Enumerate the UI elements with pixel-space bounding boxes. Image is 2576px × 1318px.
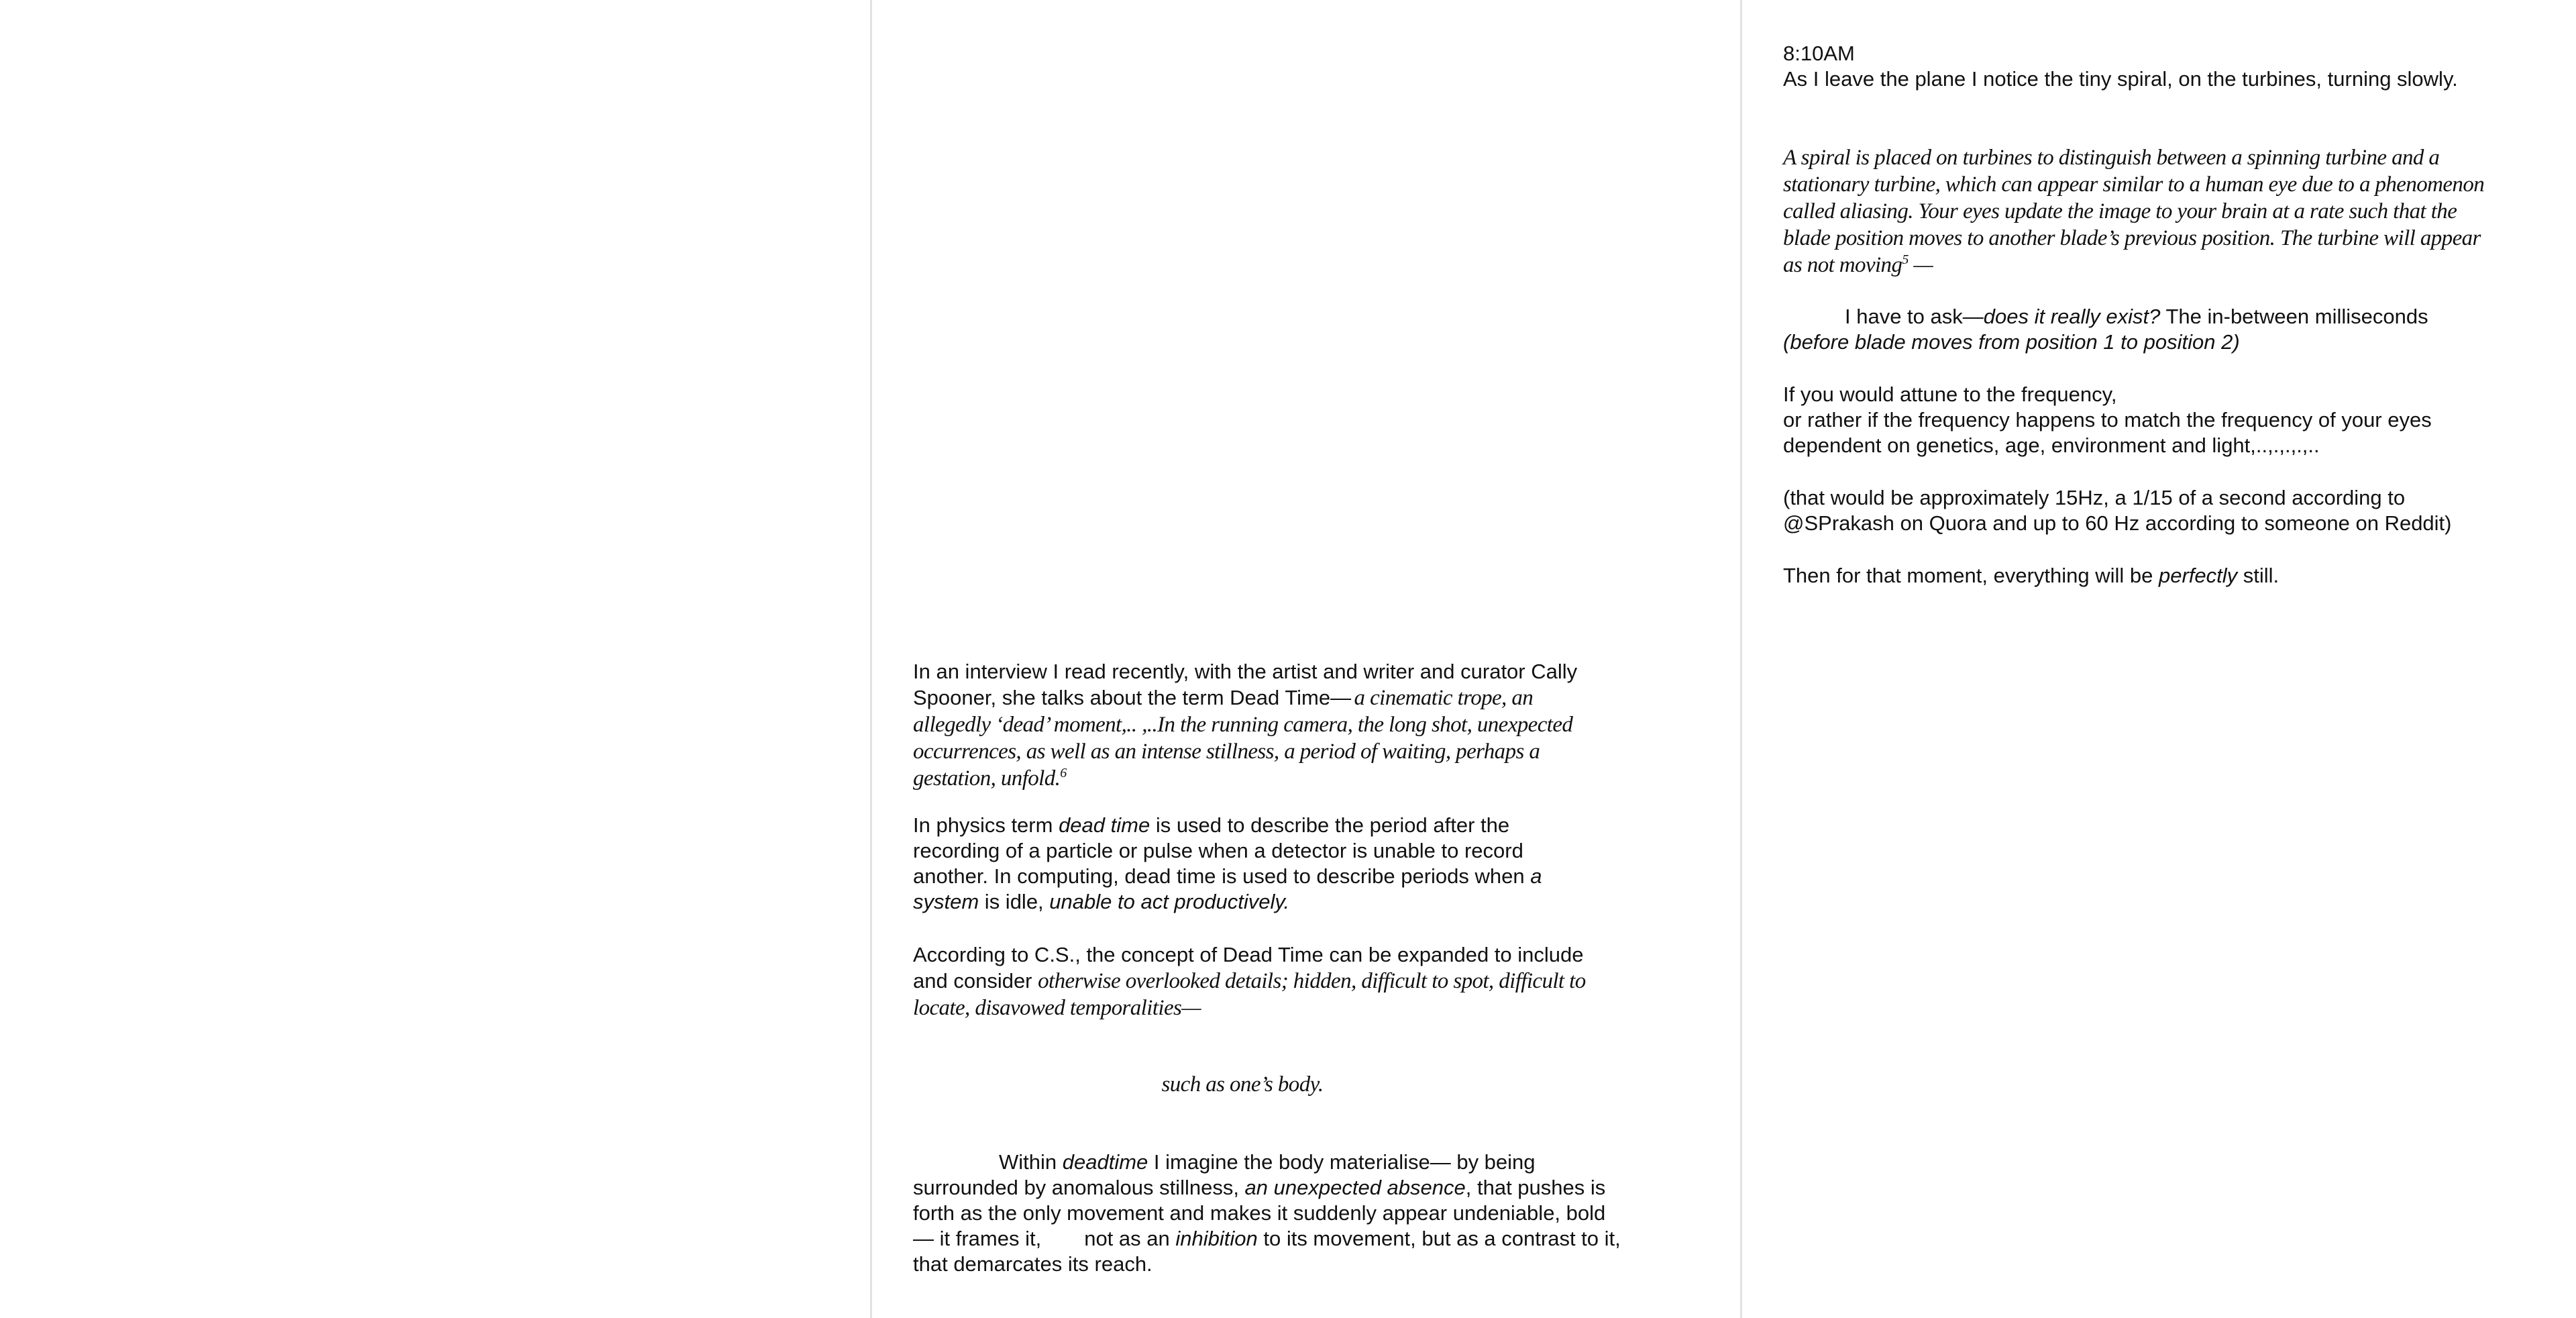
does-it-exist-paragraph: I have to ask—does it really exist? The in-between milliseconds (before blade moves from position 1 to position 2) (1783, 305, 2428, 354)
interview-intro: In an interview I read recently, with the artist and writer and curator Cally Spooner, she talks about the term Dead Time— (913, 660, 1578, 709)
approximation-paragraph: (that would be approximately 15Hz, a 1/15 of a second according to @SPrakash on Quora and up to 60 Hz according to someone on Reddit) (1783, 486, 2452, 535)
physics-dead-time-paragraph: In physics term dead time is used to describe the period after the recording of a particle or pulse when a detector is unable to record another. In computing, dead time is used to describe periods when a system is idle, unable to act productively. (913, 813, 1542, 913)
column-divider-left (870, 0, 872, 1318)
unexpected-absence-phrase: an unexpected absence (1244, 1176, 1466, 1199)
deadtime-body-paragraph: Within deadtime I imagine the body materialise— by being surrounded by anomalous stillness, an unexpected absence, that pushes is forth as the only movement and makes it suddenly appear undeniable, bold— it frames it, not as an inhibition to its movement, but as a contrast to it, that demarcates its reach. (913, 1150, 1621, 1276)
dead-time-interview-paragraph (913, 659, 1584, 792)
column-divider-right (1740, 0, 1742, 1318)
footnote-marker: 6 (1060, 766, 1067, 780)
footnote-marker: 5 (1902, 252, 1909, 267)
temporalities-paragraph: According to C.S., the concept of Dead Time can be expanded to include and consider otherwise overlooked details; hidden, difficult to spot, difficult to locate, disavowed temporalities— (913, 943, 1586, 1020)
perfectly-word: perfectly (2158, 564, 2238, 587)
dead-time-quote: a cinematic trope, an allegedly ‘dead’ moment,.. ,..In the running camera, the long shot, unexpected occurrences, as well as an intense stillness, a period of waiting, perhaps a gestation, unfold. (913, 686, 1573, 791)
dead-time-term: dead time (1059, 813, 1150, 837)
timestamp: 8:10AM (1783, 42, 1855, 65)
temporalities-quote: otherwise overlooked details; hidden, difficult to spot, difficult to locate, disavowed temporalities— (913, 969, 1586, 1020)
plane-spiral-paragraph: As I leave the plane I notice the tiny spiral, on the turbines, turning slowly. (1783, 67, 2458, 91)
frequency-paragraph: If you would attune to the frequency, or rather if the frequency happens to match the frequency of your eyes dependent on genetics, age, environment and light,..,.,.,.,.. (1783, 383, 2432, 457)
aliasing-quote: A spiral is placed on turbines to distinguish between a spinning turbine and a stationary turbine, which can appear similar to a human eye due to a phenomenon called aliasing. Your eyes update the image to your brain at a rate such that the blade position moves to another blade’s previous position. The turbine will appear as not moving$^5$ — (1783, 146, 2485, 277)
perfectly-still-line: Then for that moment, everything will be perfectly still. (1783, 564, 2279, 587)
centered-body-line: such as one’s body. (1161, 1072, 1324, 1097)
